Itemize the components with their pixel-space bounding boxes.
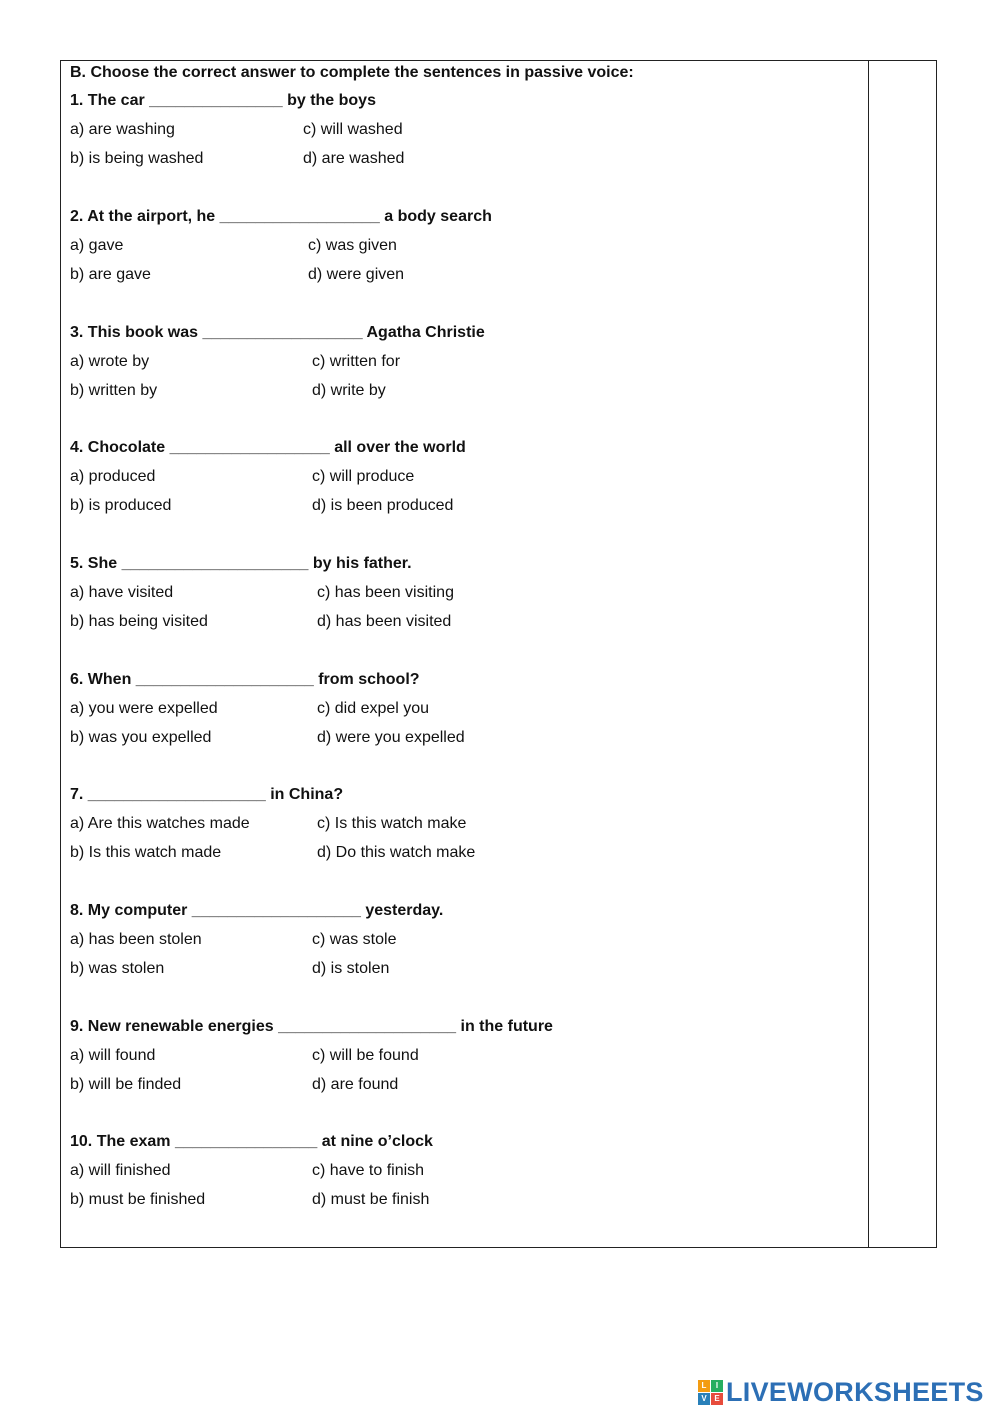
option-d[interactable]: d) write by (312, 382, 386, 399)
option-d[interactable]: d) are found (312, 1076, 399, 1093)
logo-mark-letter: I (711, 1380, 723, 1392)
question-text: 10. The exam ________________ at nine o’clock (70, 1133, 433, 1150)
score-column-divider (868, 61, 869, 1247)
option-c[interactable]: c) have to finish (312, 1162, 425, 1179)
option-a[interactable]: a) produced (70, 468, 156, 485)
option-d[interactable]: d) has been visited (317, 613, 452, 630)
option-a[interactable]: a) Are this watches made (70, 815, 250, 832)
option-c[interactable]: c) written for (312, 353, 401, 370)
question (70, 1018, 850, 1108)
option-a[interactable]: a) are washing (70, 121, 175, 138)
question (70, 786, 850, 876)
option-c[interactable]: c) will be found (312, 1047, 419, 1064)
option-d[interactable]: d) were given (308, 266, 405, 283)
option-a[interactable]: a) has been stolen (70, 931, 202, 948)
liveworksheets-logo (698, 1378, 984, 1406)
option-a[interactable]: a) gave (70, 237, 124, 254)
question-text: 9. New renewable energies ____________________ in the future (70, 1018, 553, 1035)
question (70, 902, 850, 992)
question-text: 8. My computer ___________________ yesterday. (70, 902, 444, 919)
option-d[interactable]: d) is stolen (312, 960, 390, 977)
question (70, 92, 850, 182)
option-c[interactable]: c) did expel you (317, 700, 430, 717)
option-b[interactable]: b) must be finished (70, 1191, 206, 1208)
question (70, 671, 850, 761)
question-text: 1. The car _______________ by the boys (70, 92, 376, 109)
option-c[interactable]: c) was stole (312, 931, 397, 948)
option-a[interactable]: a) have visited (70, 584, 174, 601)
question-text: 2. At the airport, he __________________ a body search (70, 208, 492, 225)
option-a[interactable]: a) wrote by (70, 353, 150, 370)
logo-mark-letter: E (711, 1393, 723, 1405)
option-b[interactable]: b) was you expelled (70, 729, 212, 746)
liveworksheets-logo-text: LIVEWORKSHEETS (726, 1376, 984, 1407)
option-a[interactable]: a) you were expelled (70, 700, 218, 717)
option-c[interactable]: c) has been visiting (317, 584, 454, 601)
question (70, 208, 850, 298)
option-d[interactable]: d) were you expelled (317, 729, 465, 746)
question-text: 6. When ____________________ from school? (70, 671, 420, 688)
option-a[interactable]: a) will found (70, 1047, 156, 1064)
logo-mark-letter: L (698, 1380, 710, 1392)
option-b[interactable]: b) written by (70, 382, 158, 399)
question-text: 7. ____________________ in China? (70, 786, 344, 803)
option-b[interactable]: b) are gave (70, 266, 151, 283)
option-d[interactable]: d) must be finish (312, 1191, 430, 1208)
option-c[interactable]: c) Is this watch make (317, 815, 467, 832)
option-d[interactable]: d) is been produced (312, 497, 454, 514)
question (70, 324, 850, 414)
option-b[interactable]: b) was stolen (70, 960, 165, 977)
option-b[interactable]: b) will be finded (70, 1076, 182, 1093)
question (70, 1133, 850, 1223)
option-d[interactable]: d) Do this watch make (317, 844, 476, 861)
option-b[interactable]: b) has being visited (70, 613, 208, 630)
question (70, 555, 850, 645)
question-text: 4. Chocolate __________________ all over the world (70, 439, 466, 456)
option-b[interactable]: b) is being washed (70, 150, 204, 167)
option-d[interactable]: d) are washed (303, 150, 405, 167)
option-b[interactable]: b) is produced (70, 497, 172, 514)
logo-mark-letter: V (698, 1393, 710, 1405)
option-a[interactable]: a) will finished (70, 1162, 171, 1179)
option-c[interactable]: c) will produce (312, 468, 415, 485)
liveworksheets-logo-mark (698, 1380, 723, 1405)
question (70, 439, 850, 529)
option-b[interactable]: b) Is this watch made (70, 844, 222, 861)
worksheet-frame (60, 60, 937, 1248)
option-c[interactable]: c) was given (308, 237, 397, 254)
option-c[interactable]: c) will washed (303, 121, 403, 138)
question-text: 3. This book was __________________ Agatha Christie (70, 324, 485, 341)
section-heading: B. Choose the correct answer to complete the sentences in passive voice: (70, 64, 634, 81)
question-text: 5. She _____________________ by his father. (70, 555, 412, 572)
